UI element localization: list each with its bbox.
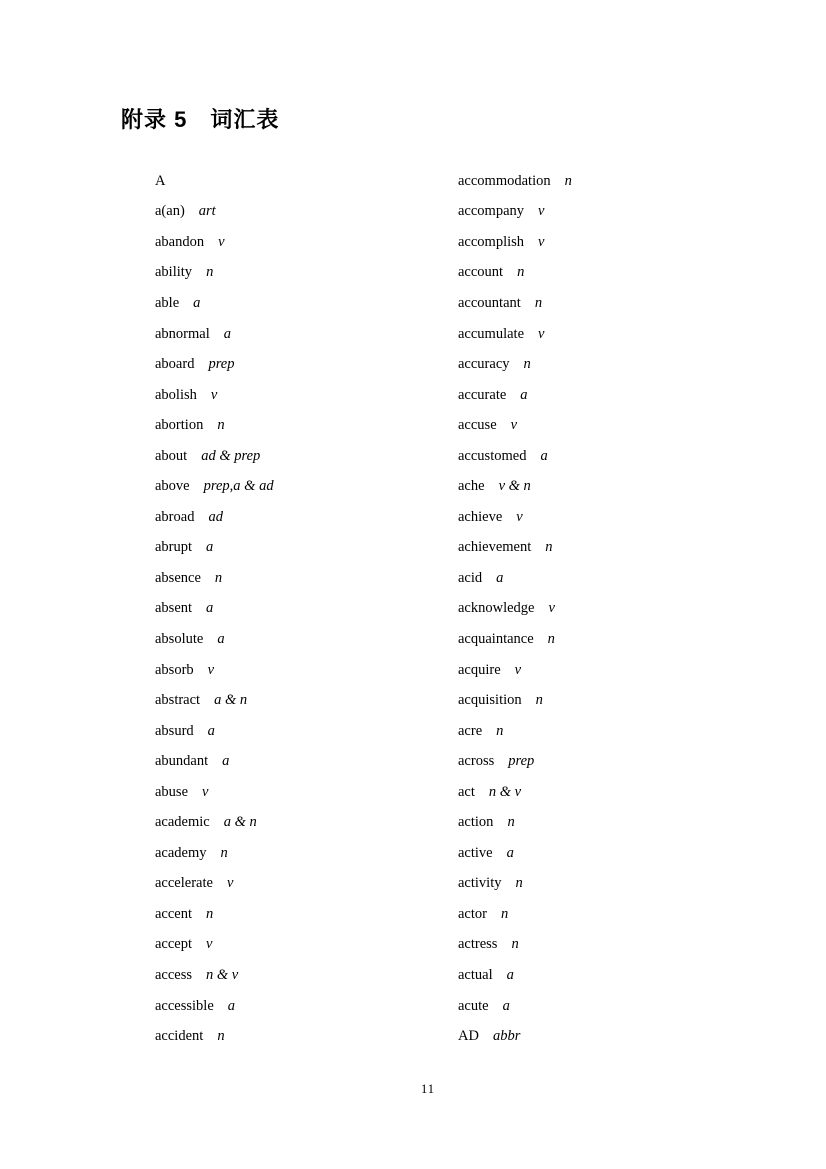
vocab-word: account: [458, 264, 504, 281]
vocab-pos: n: [220, 844, 228, 861]
vocab-word: abstract: [155, 692, 201, 709]
vocab-entry: [458, 685, 758, 716]
vocab-word: acknowledge: [458, 600, 535, 617]
vocab-pos: v: [210, 386, 218, 403]
vocab-entry: [155, 258, 455, 289]
vocab-pos: n: [515, 875, 523, 892]
vocab-word: accent: [155, 905, 193, 922]
vocab-entry: [458, 349, 758, 380]
vocab-pos: n: [517, 264, 525, 281]
vocab-entry: [458, 441, 758, 472]
vocab-pos: a: [506, 966, 514, 983]
vocab-word: across: [458, 753, 495, 770]
vocab-column-left: [155, 166, 455, 1052]
vocab-entry: [458, 380, 758, 411]
vocab-entry: [155, 624, 455, 655]
vocab-entry: [155, 197, 455, 228]
vocab-pos: v: [202, 783, 209, 800]
vocab-word: act: [458, 783, 475, 800]
vocab-entry: [458, 563, 758, 594]
vocab-pos: v: [548, 600, 555, 617]
vocab-word: accomplish: [458, 233, 525, 250]
vocab-word: accountant: [458, 294, 521, 311]
vocab-pos: n: [535, 692, 543, 709]
vocab-word: abnormal: [155, 325, 210, 342]
vocab-entry: [155, 777, 455, 808]
vocab-entry: [458, 288, 758, 319]
vocab-pos: a: [206, 539, 214, 556]
vocab-pos: ad: [208, 508, 223, 525]
vocab-pos: a: [193, 294, 201, 311]
vocab-word: AD: [458, 1028, 479, 1045]
section-letter: [155, 166, 455, 197]
vocab-word: accident: [155, 1028, 204, 1045]
vocab-entry: [458, 991, 758, 1022]
vocab-entry: [155, 746, 455, 777]
vocab-pos: a: [206, 600, 214, 617]
vocab-word: acid: [458, 569, 483, 586]
vocab-pos: a: [223, 325, 232, 342]
vocab-word: accustomed: [458, 447, 527, 464]
vocab-pos: a: [502, 997, 510, 1014]
vocab-pos: v: [226, 875, 234, 892]
vocab-entry: [155, 410, 455, 441]
vocab-pos: prep: [208, 356, 235, 373]
vocab-entry: [458, 899, 758, 930]
vocab-pos: n: [507, 814, 515, 831]
vocab-word: absence: [155, 569, 201, 586]
vocab-pos: v: [218, 233, 225, 250]
vocab-entry: [458, 777, 758, 808]
vocab-pos: v: [538, 325, 545, 342]
vocab-entry: [458, 227, 758, 258]
vocab-pos: n: [511, 936, 519, 953]
vocab-entry: [155, 899, 455, 930]
vocab-word: ache: [458, 478, 485, 495]
vocab-entry: [458, 197, 758, 228]
vocab-entry: [458, 960, 758, 991]
vocab-word: acre: [458, 722, 483, 739]
vocab-entry: [155, 960, 455, 991]
vocab-pos: v: [510, 417, 518, 434]
vocab-pos: prep,a & ad: [203, 478, 274, 495]
vocab-entry: [155, 991, 455, 1022]
vocab-pos: n: [206, 905, 214, 922]
vocab-entry: [458, 624, 758, 655]
vocab-word: abortion: [155, 417, 204, 434]
vocab-word: accompany: [458, 203, 525, 220]
vocab-word: achievement: [458, 539, 532, 556]
vocab-pos: n: [496, 722, 504, 739]
vocab-word: abuse: [155, 783, 189, 800]
vocab-pos: ad & prep: [201, 447, 261, 464]
vocab-word: able: [155, 294, 180, 311]
vocab-word: ability: [155, 264, 193, 281]
vocab-pos: n: [500, 905, 509, 922]
vocab-pos: v: [206, 936, 213, 953]
vocab-entry: [458, 716, 758, 747]
vocab-pos: v: [207, 661, 215, 678]
vocab-pos: a: [217, 630, 225, 647]
vocab-word: abrupt: [155, 539, 193, 556]
vocab-entry: [458, 471, 758, 502]
vocab-word: accuse: [458, 417, 497, 434]
vocab-pos: prep: [508, 753, 535, 770]
vocab-word: above: [155, 478, 190, 495]
vocab-word: acquaintance: [458, 630, 534, 647]
vocab-entry: [458, 869, 758, 900]
vocab-entry: [458, 410, 758, 441]
vocab-entry: [155, 471, 455, 502]
vocab-entry: [155, 930, 455, 961]
vocab-entry: [458, 746, 758, 777]
vocab-entry: [155, 563, 455, 594]
vocab-word: accept: [155, 936, 193, 953]
vocab-column-right: [458, 166, 758, 1052]
vocab-entry: [155, 502, 455, 533]
vocab-entry: [155, 380, 455, 411]
vocab-word: abandon: [155, 233, 205, 250]
vocab-entry: [155, 655, 455, 686]
vocab-word: absorb: [155, 661, 194, 678]
vocab-pos: v: [538, 203, 545, 220]
vocab-pos: n: [206, 264, 214, 281]
vocab-pos: n: [564, 172, 572, 189]
vocab-word: access: [155, 966, 193, 983]
vocab-word: accessible: [155, 997, 214, 1014]
vocab-word: achieve: [458, 508, 503, 525]
vocab-word: accelerate: [155, 875, 213, 892]
vocab-pos: v: [538, 233, 545, 250]
vocab-entry: [155, 685, 455, 716]
vocab-word: abundant: [155, 753, 209, 770]
vocab-pos: abbr: [492, 1028, 521, 1045]
vocab-word: aboard: [155, 356, 195, 373]
vocab-word: absent: [155, 600, 193, 617]
vocab-entry: [155, 869, 455, 900]
vocab-entry: [458, 655, 758, 686]
vocab-word: academic: [155, 814, 210, 831]
vocab-word: about: [155, 447, 188, 464]
vocab-entry: [458, 502, 758, 533]
vocab-pos: a: [496, 569, 504, 586]
vocab-word: academy: [155, 844, 207, 861]
vocab-entry: [458, 319, 758, 350]
vocab-word: actual: [458, 966, 493, 983]
vocab-word: absolute: [155, 630, 204, 647]
vocab-pos: a: [207, 722, 215, 739]
vocab-entry: [155, 594, 455, 625]
vocab-entry: [155, 349, 455, 380]
section-letter-label: A: [155, 172, 166, 189]
vocab-entry: [155, 441, 455, 472]
vocab-entry: [155, 533, 455, 564]
vocab-entry: [458, 807, 758, 838]
vocab-word: activity: [458, 875, 502, 892]
vocab-word: acute: [458, 997, 489, 1014]
vocab-word: absurd: [155, 722, 194, 739]
vocab-pos: n: [545, 539, 553, 556]
vocab-pos: a: [540, 447, 548, 464]
vocab-entry: [458, 258, 758, 289]
vocab-word: accumulate: [458, 325, 525, 342]
vocab-pos: a: [520, 386, 528, 403]
vocab-entry: [458, 594, 758, 625]
vocab-word: acquisition: [458, 692, 522, 709]
vocab-pos: n: [217, 417, 225, 434]
vocab-pos: n: [547, 630, 555, 647]
vocab-word: active: [458, 844, 493, 861]
vocab-pos: v: [514, 661, 522, 678]
page-number: 11: [420, 1082, 436, 1096]
vocab-word: accommodation: [458, 172, 551, 189]
vocab-entry: [155, 1021, 455, 1052]
vocab-word: acquire: [458, 661, 501, 678]
vocab-pos: n: [523, 356, 531, 373]
vocab-word: a(an): [155, 203, 185, 220]
vocab-pos: n & v: [206, 966, 239, 983]
vocab-pos: v & n: [498, 478, 531, 495]
vocab-entry: [155, 716, 455, 747]
vocab-pos: a: [227, 997, 236, 1014]
vocab-word: accurate: [458, 386, 507, 403]
vocab-pos: a: [222, 753, 230, 770]
vocab-word: actor: [458, 905, 487, 922]
vocab-entry: [155, 838, 455, 869]
vocab-pos: n: [217, 1028, 225, 1045]
vocab-entry: [155, 227, 455, 258]
vocab-entry: [458, 533, 758, 564]
vocab-word: accuracy: [458, 356, 510, 373]
vocab-entry: [458, 838, 758, 869]
vocab-entry: [458, 930, 758, 961]
vocab-word: abroad: [155, 508, 195, 525]
vocab-pos: n: [534, 294, 543, 311]
vocab-entry: [155, 288, 455, 319]
vocab-entry: [155, 807, 455, 838]
page-title: 附录 5 词汇表: [121, 107, 280, 132]
vocab-pos: a: [506, 844, 514, 861]
vocab-pos: v: [516, 508, 523, 525]
vocab-entry: [155, 319, 455, 350]
vocab-entry: [458, 166, 758, 197]
vocab-pos: a & n: [223, 814, 257, 831]
vocab-word: action: [458, 814, 494, 831]
vocab-pos: n & v: [488, 783, 522, 800]
vocab-entry: [458, 1021, 758, 1052]
vocab-pos: n: [214, 569, 223, 586]
vocab-word: actress: [458, 936, 498, 953]
vocab-pos: art: [198, 203, 216, 220]
vocab-pos: a & n: [214, 692, 248, 709]
vocab-word: abolish: [155, 386, 197, 403]
